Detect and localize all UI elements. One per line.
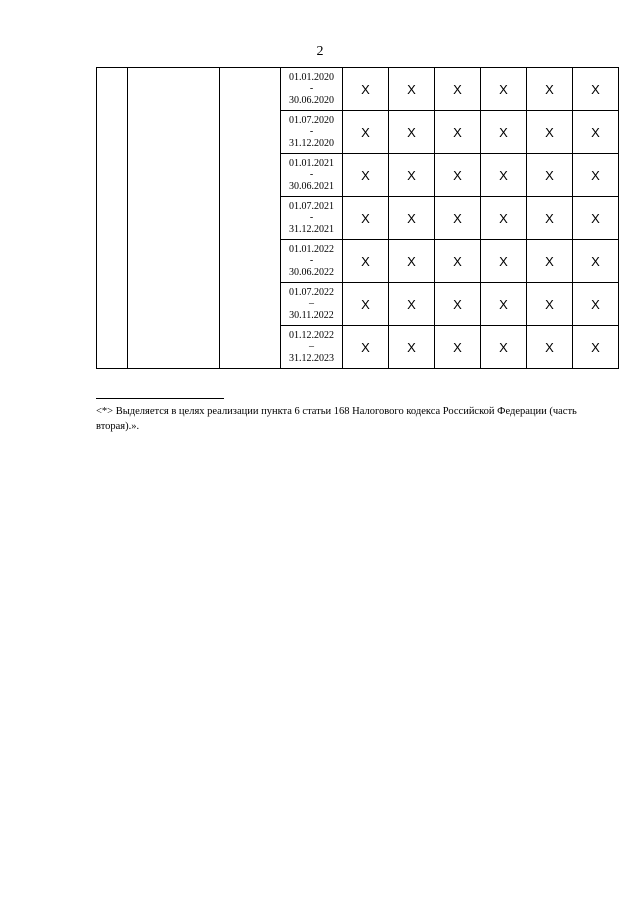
mark-cell: Х — [389, 111, 435, 154]
period-cell — [281, 326, 343, 369]
mark-cell: Х — [343, 197, 389, 240]
period-sep: – — [309, 298, 314, 310]
period-sep: - — [309, 255, 314, 267]
period-sep: - — [309, 169, 314, 181]
period-sep: - — [309, 83, 314, 95]
mark-cell: Х — [481, 326, 527, 369]
mark-cell: Х — [527, 326, 573, 369]
mark-cell: Х — [527, 111, 573, 154]
period-end: 31.12.2020 — [289, 137, 334, 149]
period-start: 01.07.2021 — [289, 200, 334, 212]
period-end: 30.11.2022 — [289, 309, 334, 321]
mark-cell: Х — [343, 283, 389, 326]
period-start: 01.07.2020 — [289, 114, 334, 126]
mark-cell: Х — [435, 68, 481, 111]
mark-cell: Х — [481, 283, 527, 326]
mark-cell: Х — [389, 283, 435, 326]
mark-cell: Х — [527, 154, 573, 197]
mark-cell: Х — [343, 326, 389, 369]
mark-cell: Х — [343, 68, 389, 111]
mark-cell: Х — [435, 283, 481, 326]
period-cell — [281, 240, 343, 283]
mark-cell: Х — [389, 68, 435, 111]
period-sep: - — [309, 212, 314, 224]
mark-cell: Х — [573, 111, 619, 154]
mark-cell: Х — [435, 197, 481, 240]
page-number: 2 — [316, 44, 324, 59]
mark-cell: Х — [573, 240, 619, 283]
mark-cell: Х — [481, 111, 527, 154]
mark-cell: Х — [573, 326, 619, 369]
period-cell — [281, 111, 343, 154]
period-start: 01.01.2020 — [289, 71, 334, 83]
period-cell — [281, 283, 343, 326]
period-sep: – — [309, 341, 314, 353]
period-start: 01.01.2021 — [289, 157, 334, 169]
period-sep: - — [309, 126, 314, 138]
period-end: 30.06.2021 — [289, 180, 334, 192]
mark-cell: Х — [343, 154, 389, 197]
empty-merged-cell — [220, 68, 281, 369]
mark-cell: Х — [343, 240, 389, 283]
mark-cell: Х — [481, 154, 527, 197]
period-start: 01.01.2022 — [289, 243, 334, 255]
mark-cell: Х — [481, 240, 527, 283]
mark-cell: Х — [435, 326, 481, 369]
footnote-divider — [96, 398, 224, 399]
period-end: 30.06.2020 — [289, 94, 334, 106]
empty-merged-cell — [97, 68, 128, 369]
table-row — [97, 68, 619, 111]
mark-cell: Х — [527, 68, 573, 111]
mark-cell: Х — [481, 68, 527, 111]
period-end: 31.12.2021 — [289, 223, 334, 235]
mark-cell: Х — [389, 326, 435, 369]
empty-merged-cell — [128, 68, 220, 369]
mark-cell: Х — [435, 111, 481, 154]
mark-cell: Х — [343, 111, 389, 154]
period-start: 01.07.2022 — [289, 286, 334, 298]
period-start: 01.12.2022 — [289, 329, 334, 341]
mark-cell: Х — [435, 240, 481, 283]
mark-cell: Х — [481, 197, 527, 240]
mark-cell: Х — [573, 68, 619, 111]
mark-cell: Х — [527, 240, 573, 283]
mark-cell: Х — [435, 154, 481, 197]
period-end: 30.06.2022 — [289, 266, 334, 278]
mark-cell: Х — [389, 240, 435, 283]
period-cell — [281, 68, 343, 111]
period-table — [96, 67, 619, 369]
mark-cell: Х — [389, 197, 435, 240]
period-cell — [281, 197, 343, 240]
mark-cell: Х — [573, 197, 619, 240]
period-end: 31.12.2023 — [289, 352, 334, 364]
mark-cell: Х — [573, 154, 619, 197]
mark-cell: Х — [389, 154, 435, 197]
mark-cell: Х — [527, 197, 573, 240]
mark-cell: Х — [573, 283, 619, 326]
mark-cell: Х — [527, 283, 573, 326]
period-cell — [281, 154, 343, 197]
footnote-text: <*> Выделяется в целях реализации пункта 6 статьи 168 Налогового кодекса Российской Федерации (часть вторая).». — [96, 406, 577, 432]
